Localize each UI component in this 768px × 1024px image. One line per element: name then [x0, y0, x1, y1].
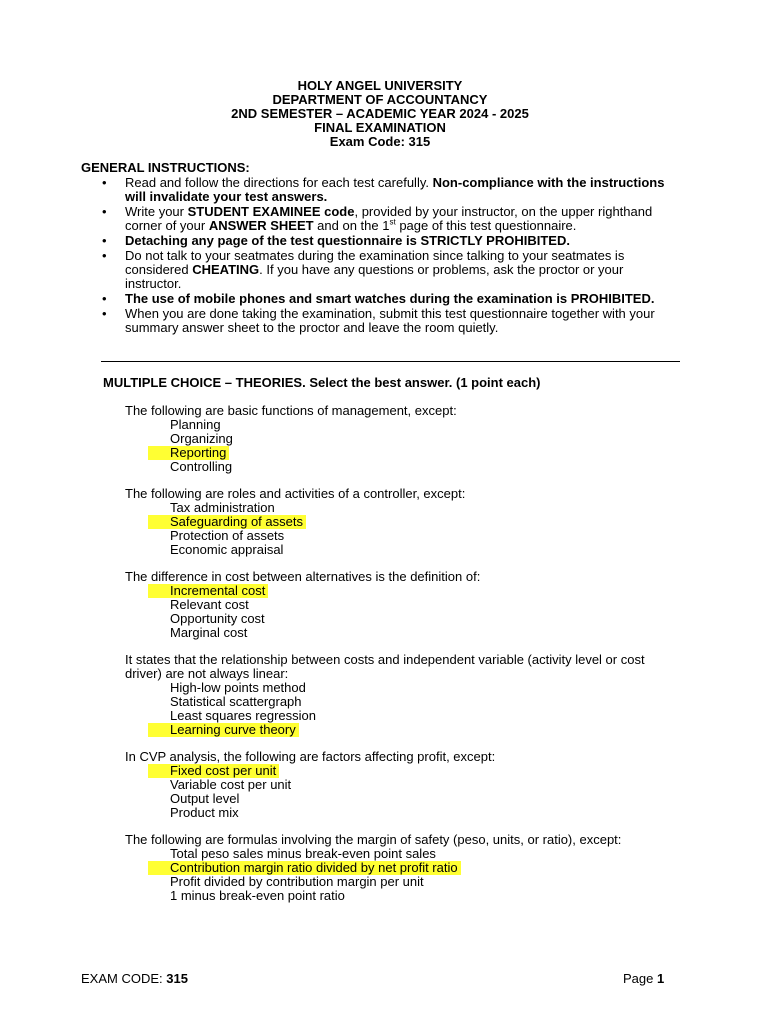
bullet-icon: • [102, 204, 107, 219]
general-instructions-title: GENERAL INSTRUCTIONS: [81, 160, 250, 175]
answer-option: Economic appraisal [170, 542, 284, 557]
instruction-text: Read and follow the directions for each test carefully. [125, 175, 433, 190]
answer-option: 1 minus break-even point ratio [170, 888, 345, 903]
answer-option: Total peso sales minus break-even point sales [170, 846, 436, 861]
instruction-text: page of this test questionnaire. [395, 218, 577, 233]
question-stem: In CVP analysis, the following are factors affecting profit, except: [125, 749, 496, 764]
question-stem: The following are basic functions of management, except: [125, 403, 457, 418]
question-block [125, 404, 680, 474]
answer-option: Marginal cost [170, 625, 248, 640]
instruction-bold-text: The use of mobile phones and smart watches during the examination is PROHIBITED. [125, 291, 655, 306]
answer-option: Output level [170, 791, 240, 806]
answer-option: Planning [170, 417, 221, 432]
highlighted-answer-option: Learning curve theory [125, 723, 680, 737]
instruction-text: Write your [125, 204, 188, 219]
footer-page-value: 1 [656, 971, 665, 986]
answer-option: Controlling [170, 459, 233, 474]
highlighted-answer-option: Fixed cost per unit [125, 764, 680, 778]
instruction-text: . If you have any questions or problems, ask the proctor or your instructor. [125, 262, 624, 291]
footer-exam-code [81, 972, 188, 986]
question-stem: The following are roles and activities of a controller, except: [125, 486, 466, 501]
answer-option: Relevant cost [170, 597, 249, 612]
instruction-bold-text: ANSWER SHEET [208, 218, 314, 233]
question-block [125, 570, 680, 640]
instructions-list [81, 176, 681, 336]
instruction-item [81, 292, 681, 306]
exam-code-heading: Exam Code: 315 [329, 134, 431, 149]
instruction-item [81, 249, 681, 291]
section-title: MULTIPLE CHOICE – THEORIES. Select the best answer. (1 point each) [103, 375, 541, 390]
answer-option: Least squares regression [170, 708, 316, 723]
footer-exam-code-value: 315 [166, 971, 188, 986]
instruction-item [81, 307, 681, 335]
answer-option: Product mix [170, 805, 239, 820]
question-block [125, 653, 680, 737]
footer-page-label: Page [623, 971, 657, 986]
instruction-text: , provided by your instructor, on the upper righthand corner of your [125, 204, 653, 233]
answer-option: Statistical scattergraph [170, 694, 302, 709]
semester-line: 2ND SEMESTER – ACADEMIC YEAR 2024 - 2025 [231, 106, 529, 121]
instruction-item [81, 234, 681, 248]
exam-title: FINAL EXAMINATION [314, 120, 446, 135]
instruction-item [81, 176, 681, 204]
bullet-icon: • [102, 291, 107, 306]
question-block [125, 487, 680, 557]
instruction-item [81, 205, 681, 233]
question-stem: The difference in cost between alternatives is the definition of: [125, 569, 481, 584]
footer-exam-code-label: EXAM CODE: [81, 971, 167, 986]
instruction-bold-text: CHEATING [192, 262, 260, 277]
answer-option: Opportunity cost [170, 611, 265, 626]
instruction-bold-text: Non-compliance with the instructions will invalidate your test answers. [125, 175, 665, 204]
question-block [125, 750, 680, 820]
highlighted-answer-option: Reporting [125, 446, 680, 460]
highlighted-answer-option: Incremental cost [125, 584, 680, 598]
highlighted-answer-option: Safeguarding of assets [125, 515, 680, 529]
answer-option: Organizing [170, 431, 233, 446]
answer-option: Tax administration [170, 500, 275, 515]
university-name: HOLY ANGEL UNIVERSITY [297, 78, 463, 93]
question-stem: The following are formulas involving the margin of safety (peso, units, or ratio), except: [125, 832, 622, 847]
bullet-icon: • [102, 306, 107, 321]
footer-page-number [623, 972, 664, 986]
question-block [125, 833, 680, 903]
answer-option: High-low points method [170, 680, 306, 695]
instruction-bold-text: Detaching any page of the test questionnaire is STRICTLY PROHIBITED. [125, 233, 570, 248]
instruction-text: Do not talk to your seatmates during the examination since talking to your seatmates is considered [125, 248, 625, 277]
horizontal-divider [101, 361, 680, 362]
question-stem: It states that the relationship between costs and independent variable (activity level or cost driver) are not always linear: [125, 652, 645, 681]
ordinal-superscript: st [389, 217, 396, 227]
instruction-text: and on the 1 [313, 218, 390, 233]
answer-option: Profit divided by contribution margin per unit [170, 874, 424, 889]
bullet-icon: • [102, 248, 107, 263]
highlighted-answer-option: Contribution margin ratio divided by net profit ratio [125, 861, 680, 875]
document-header [0, 79, 760, 149]
instruction-text: When you are done taking the examination, submit this test questionnaire together with your summary answer sheet to the proctor and leave the room quietly. [125, 306, 655, 335]
bullet-icon: • [102, 233, 107, 248]
instruction-bold-text: STUDENT EXAMINEE code [187, 204, 355, 219]
answer-option: Protection of assets [170, 528, 285, 543]
bullet-icon: • [102, 175, 107, 190]
department-name: DEPARTMENT OF ACCOUNTANCY [272, 92, 488, 107]
answer-option: Variable cost per unit [170, 777, 292, 792]
